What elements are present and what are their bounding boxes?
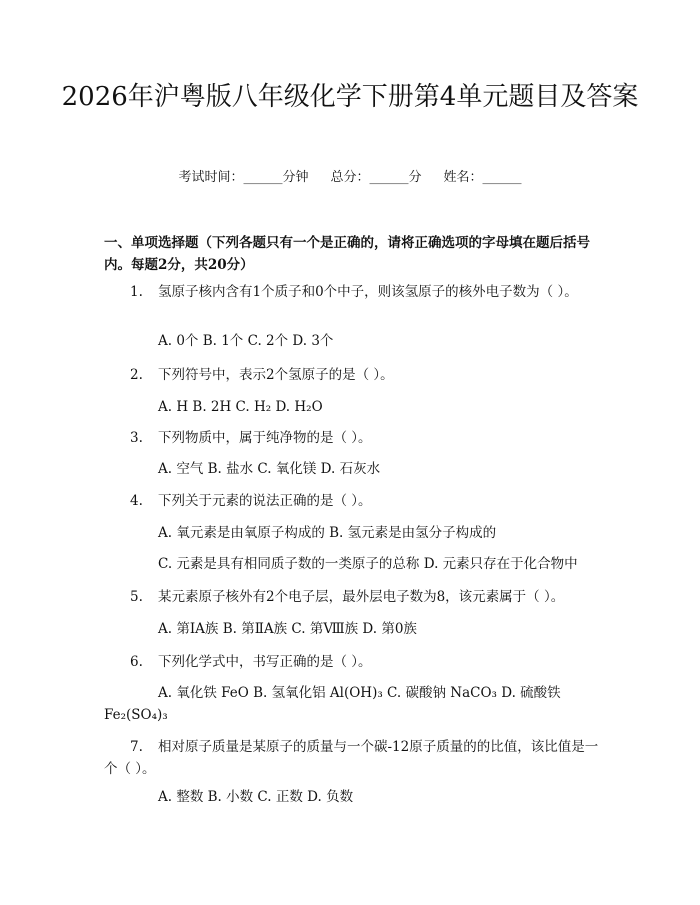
time-label: 考试时间：______分钟 (178, 170, 309, 185)
question-number: 6. (130, 654, 143, 670)
question-number: 4. (130, 493, 143, 509)
question-3-options: A. 空气 B. 盐水 C. 氧化镁 D. 石灰水 (158, 461, 381, 477)
question-3 (104, 427, 609, 449)
question-stem: 相对原子质量是某原子的质量与一个碳-12原子质量的的比值，该比值是一个（ ）。 (104, 739, 599, 777)
question-6-options: A. 氧化铁 FeO B. 氢氧化铝 Al(OH)₃ C. 碳酸钠 NaCO₃ D. 硫酸铁 Fe₂(SO₄)₃ (104, 685, 561, 723)
page-title: 2026年沪粤版八年级化学下册第4单元题目及答案 (61, 82, 639, 112)
question-stem: 下列关于元素的说法正确的是（ ）。 (158, 493, 372, 509)
name-label: 姓名：______ (443, 170, 522, 185)
question-5-options: A. 第ⅠA族 B. 第ⅡA族 C. 第Ⅷ族 D. 第0族 (158, 621, 417, 637)
question-1-options: A. 0个 B. 1个 C. 2个 D. 3个 (158, 333, 334, 349)
question-stem: 某元素原子核外有2个电子层，最外层电子数为8，该元素属于（ ）。 (158, 589, 565, 605)
question-2 (104, 364, 609, 386)
score-label: 总分：______分 (330, 170, 422, 185)
question-stem: 下列物质中，属于纯净物的是（ ）。 (158, 430, 372, 446)
section-heading: 一、单项选择题（下列各题只有一个是正确的，请将正确选项的字母填在题后括号内。每题2分，共20分） (104, 235, 590, 273)
exam-meta (0, 169, 700, 187)
question-number: 3. (130, 430, 143, 446)
question-number: 7. (130, 739, 143, 755)
question-number: 1. (130, 284, 143, 300)
question-4 (104, 490, 609, 512)
question-5 (104, 586, 609, 608)
question-4-options-line1: A. 氧元素是由氧原子构成的 B. 氢元素是由氢分子构成的 (158, 525, 497, 541)
question-2-options: A. H B. 2H C. H₂ D. H₂O (158, 399, 323, 415)
question-4-options-line2: C. 元素是具有相同质子数的一类原子的总称 D. 元素只存在于化合物中 (158, 556, 578, 572)
question-7 (104, 736, 609, 780)
question-number: 2. (130, 367, 143, 383)
question-7-options: A. 整数 B. 小数 C. 正数 D. 负数 (158, 789, 354, 805)
question-stem: 下列符号中，表示2个氢原子的是（ ）。 (158, 367, 394, 383)
question-stem: 下列化学式中，书写正确的是（ ）。 (158, 654, 372, 670)
question-number: 5. (130, 589, 143, 605)
question-6 (104, 651, 609, 673)
question-1 (104, 281, 609, 303)
question-stem: 氢原子核内含有1个质子和0个中子，则该氢原子的核外电子数为（ ）。 (158, 284, 578, 300)
